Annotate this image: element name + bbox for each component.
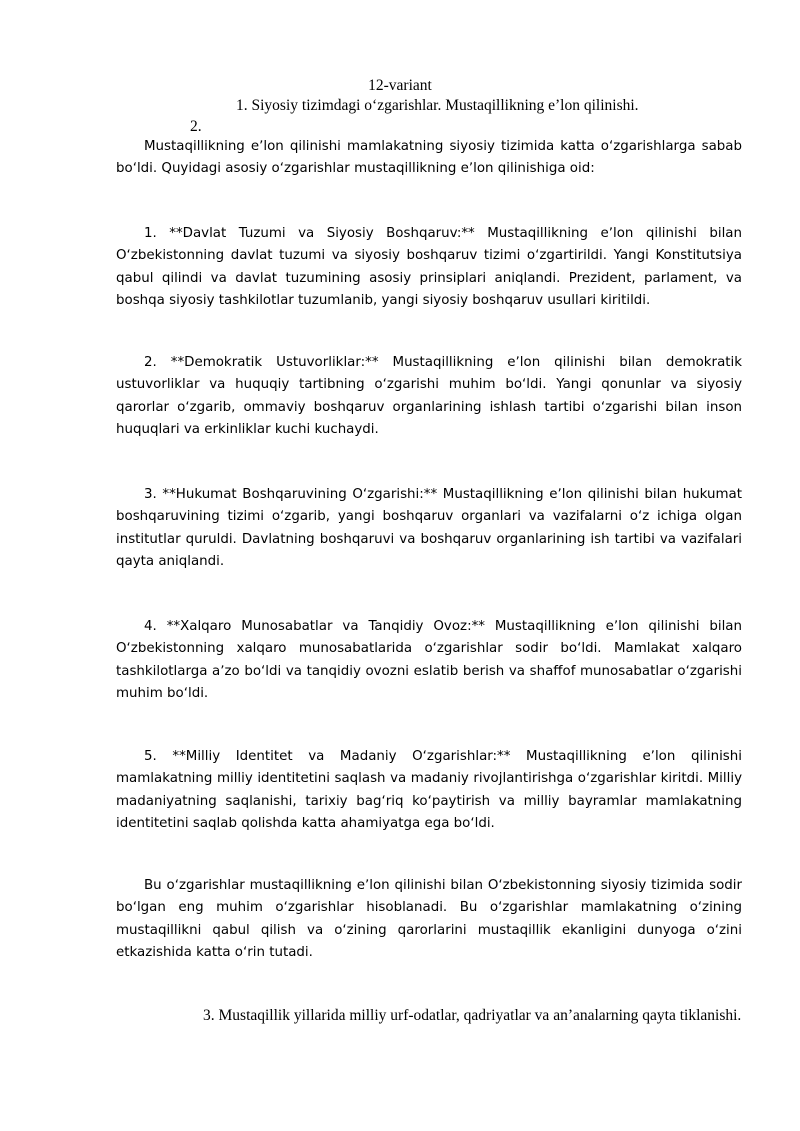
variant-title: 12-variant <box>368 77 432 94</box>
list-item-1: 1. **Davlat Tuzumi va Siyosiy Boshqaruv:** Mustaqillikning eʼlon qilinishi bilan Oʻzbekistonning davlat tuzumi va siyosiy boshqaruv tizimi oʻzgartirildi. Yangi Konstitutsiya qabul qilindi va davlat tuzumining asosiy prinsiplari aniqlandi. Prezident, parlament, va boshqa siyosiy tashkilotlar tuzumlanib, yangi siyosiy boshqaruv usullari kiritildi. <box>116 226 742 308</box>
list-item-3: 3. **Hukumat Boshqaruvining Oʻzgarishi:** Mustaqillikning eʼlon qilinishi bilan hukumat boshqaruvining tizimi oʻzgarib, yangi boshqaruv organlari va vazifalarni oʻz ichiga olgan institutlar quruldi. Davlatning boshqaruvi va boshqaruv organlarining ish tartibi va vazifalari qayta aniqlandi. <box>116 487 742 569</box>
list-item-2: 2. **Demokratik Ustuvorliklar:** Mustaqillikning eʼlon qilinishi bilan demokratik ustuvorliklar va huquqiy tartibning oʻzgarishi muhim boʻldi. Yangi qonunlar va siyosiy qarorlar oʻzgarib, ommaviy boshqaruv organlarining ishlash tartibi oʻzgarishi bilan inson huquqlari va erkinliklar kuchi kuchaydi. <box>116 355 742 437</box>
question-3-number: 3. <box>203 1007 215 1024</box>
intro-paragraph: Mustaqillikning eʼlon qilinishi mamlakatning siyosiy tizimida katta oʻzgarishlarga sabab boʻldi. Quyidagi asosiy oʻzgarishlar mustaqillikning eʼlon qilinishiga oid: <box>116 139 742 177</box>
question-1-heading: 1. Siyosiy tizimdagi oʻzgarishlar. Mustaqillikning eʼlon qilinishi. <box>236 97 639 114</box>
conclusion-paragraph: Bu oʻzgarishlar mustaqillikning eʼlon qilinishi bilan Oʻzbekistonning siyosiy tizimida sodir boʻlgan eng muhim oʻzgarishlar hisoblanadi. Bu oʻzgarishlar mamlakatning oʻzining mustaqillikni qabul qilish va oʻzining qarorlarini mustaqillik ekanligini dunyoga oʻzini etkazishida katta oʻrin tutadi. <box>116 878 742 960</box>
question-3-text: Mustaqillik yillarida milliy urf-odatlar, qadriyatlar va anʼanalarning qayta tiklanishi. <box>218 1007 742 1024</box>
list-item-5: 5. **Milliy Identitet va Madaniy Oʻzgarishlar:** Mustaqillikning eʼlon qilinishi mamlakatning milliy identitetini saqlash va madaniy rivojlantirishga oʻzgarishlar kiritdi. Milliy madaniyatning saqlanishi, tarixiy bagʻriq koʻpaytirish va milliy bayramlar mamlakatning identitetini saqlab qolishda katta ahamiyatga ega boʻldi. <box>116 749 742 831</box>
question-3-heading <box>163 1005 747 1026</box>
list-item-4: 4. **Xalqaro Munosabatlar va Tanqidiy Ovoz:** Mustaqillikning eʼlon qilinishi bilan Oʻzbekistonning xalqaro munosabatlarida oʻzgarishlar sodir boʻldi. Mamlakat xalqaro tashkilotlarga aʼzo boʻldi va tanqidiy ovozni eslatib berish va shaffof munosabatlar oʻzgarishi muhim boʻldi. <box>116 619 742 701</box>
question-2-number: 2. <box>190 118 202 135</box>
